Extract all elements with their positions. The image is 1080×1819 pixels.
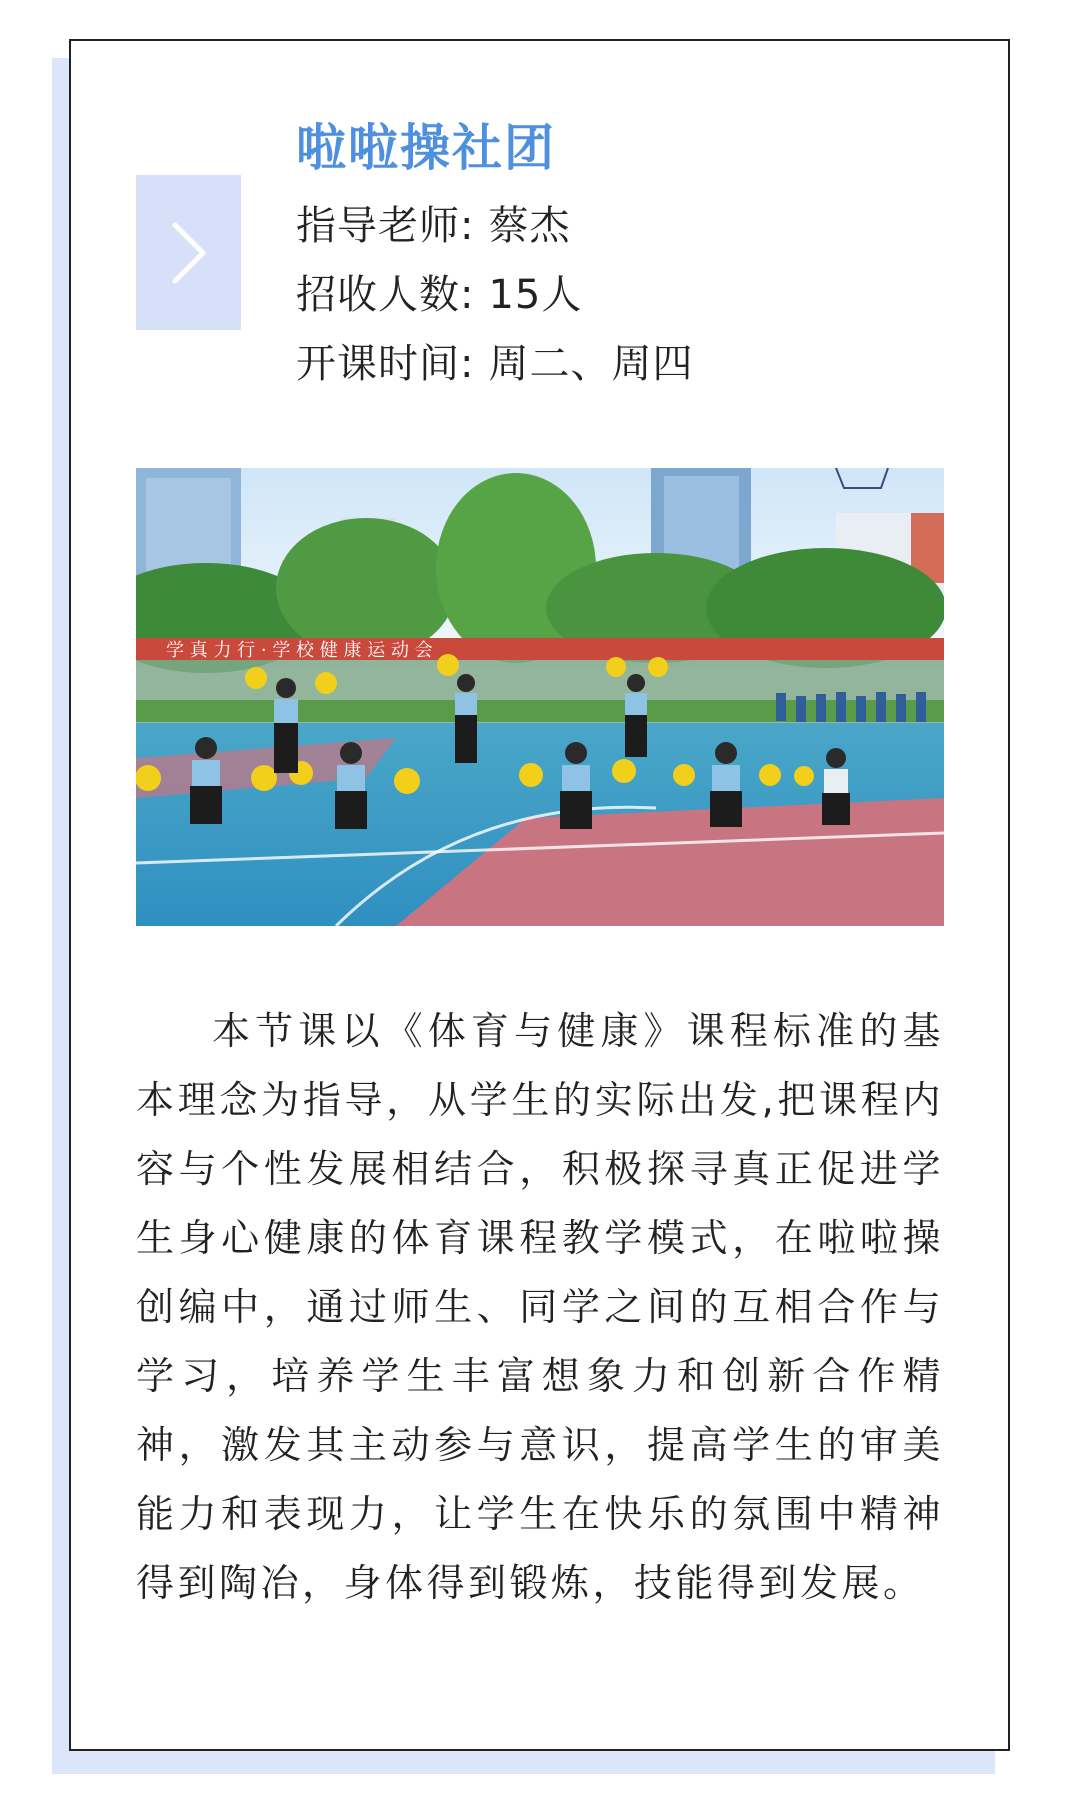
schedule-line xyxy=(296,339,693,389)
quota-value: 15人 xyxy=(488,272,583,318)
club-title: 啦啦操社团 xyxy=(296,119,556,177)
teacher-label: 指导老师: xyxy=(296,203,475,249)
teacher-value: 蔡杰 xyxy=(488,203,571,249)
cheerleading-photo xyxy=(136,468,944,926)
banner-text: 学 真 力 行 · 学 校 健 康 运 动 会 xyxy=(166,640,433,661)
quota-line xyxy=(296,270,582,320)
club-description: 本节课以《体育与健康》课程标准的基本理念为指导，从学生的实际出发,把课程内容与个性发展相结合，积极探寻真正促进学生身心健康的体育课程教学模式，在啦啦操创编中，通过师生、同学之间的互相合作与学习，培养学生丰富想象力和创新合作精神，激发其主动参与意识，提高学生的审美能力和表现力，让学生在快乐的氛围中精神得到陶冶，身体得到锻炼，技能得到发展。 xyxy=(136,1009,944,1605)
schedule-label: 开课时间: xyxy=(296,341,475,387)
schedule-value: 周二、周四 xyxy=(488,341,694,387)
teacher-line xyxy=(296,201,570,251)
quota-label: 招收人数: xyxy=(296,272,475,318)
cheerleading-photo-illustration xyxy=(136,468,944,926)
arrow-tile[interactable] xyxy=(136,175,241,330)
chevron-right-icon xyxy=(169,221,209,285)
